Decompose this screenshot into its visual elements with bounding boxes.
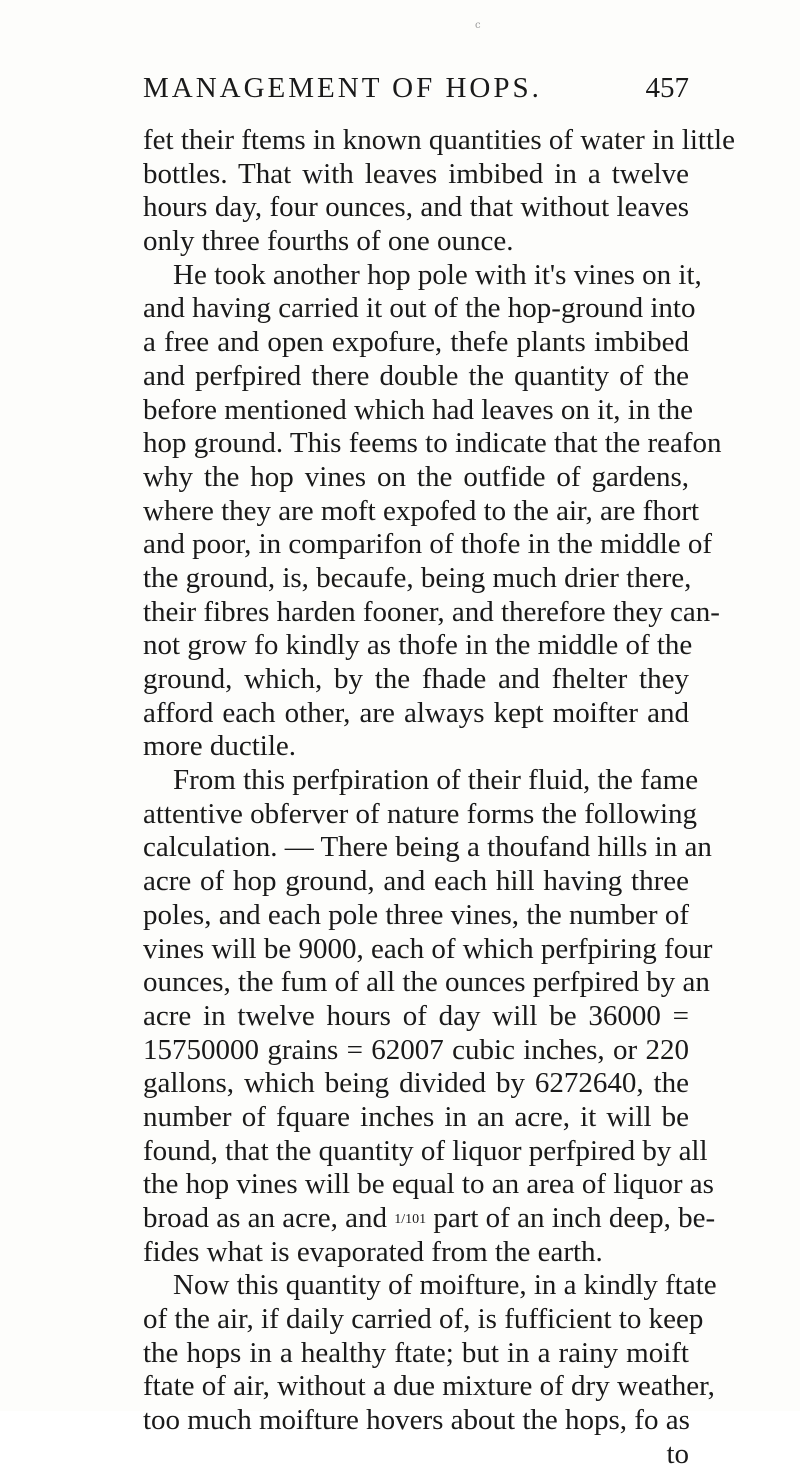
text-line: and poor, in comparifon of thofe in the middle of <box>143 528 713 561</box>
text-line: fides what is evaporated from the earth. <box>143 1235 603 1268</box>
text-line: ground, which, by the fhade and fhelter they <box>143 663 689 695</box>
text-line: 15750000 grains = 62007 cubic inches, or 220 <box>143 1033 689 1066</box>
text-line: a free and open expofure, thefe plants imbibed <box>143 326 689 359</box>
text-line: their fibres harden fooner, and therefore they can- <box>143 595 720 628</box>
text-line: poles, and each pole three vines, the number of <box>143 898 689 931</box>
text-line <box>143 1202 716 1236</box>
text-line: number of fquare inches in an acre, it will be <box>143 1100 689 1133</box>
text-line: acre in twelve hours of day will be 36000 = <box>143 999 689 1032</box>
text-line: and having carried it out of the hop-ground into <box>143 292 696 325</box>
text-line: before mentioned which had leaves on it, in the <box>143 393 694 426</box>
text-line: calculation. — There being a thoufand hills in an <box>143 831 712 864</box>
text-line: where they are moft expofed to the air, are fhort <box>143 494 700 527</box>
text-line: ftate of air, without a due mixture of dry weather, <box>143 1370 715 1403</box>
text-line: of the air, if daily carried of, is fufficient to keep <box>143 1303 704 1336</box>
margin-mark: c <box>475 20 481 31</box>
fraction: 1/101 <box>394 1212 427 1227</box>
text-line: the hop vines will be equal to an area of liquor as <box>143 1168 714 1201</box>
text-line: gallons, which being divided by 6272640, the <box>143 1067 689 1100</box>
text-line: the ground, is, becaufe, being much drier there, <box>143 561 692 594</box>
text-line: more ductile. <box>143 730 297 763</box>
text-line: found, that the quantity of liquor perfpired by all <box>143 1134 708 1167</box>
text-line: too much moifture hovers about the hops, fo as <box>143 1404 690 1437</box>
text-line: He took another hop pole with it's vines on it, <box>173 258 702 291</box>
running-title: MANAGEMENT OF HOPS. <box>143 72 542 104</box>
text-line: acre of hop ground, and each hill having three <box>143 865 689 898</box>
text-line: and perfpired there double the quantity of the <box>143 359 689 392</box>
text-line: vines will be 9000, each of which perfpiring four <box>143 932 713 965</box>
text-segment: broad as an acre, and <box>143 1202 387 1234</box>
text-segment: part of an inch deep, be- <box>433 1202 716 1234</box>
text-line: ounces, the fum of all the ounces perfpired by an <box>143 966 710 999</box>
text-line: the hops in a healthy ftate; but in a rainy moift <box>143 1336 689 1369</box>
text-line: afford each other, are always kept moifter and <box>143 696 689 729</box>
text-line: Now this quantity of moifture, in a kindly ftate <box>173 1269 717 1302</box>
body-text <box>143 124 735 1472</box>
text-line: only three fourths of one ounce. <box>143 225 514 258</box>
text-line: not grow fo kindly as thofe in the middle of the <box>143 629 693 662</box>
catchword: to <box>666 1437 689 1470</box>
page-header <box>143 72 689 116</box>
text-line: fet their ftems in known quantities of water in little <box>143 124 735 156</box>
text-line: hours day, four ounces, and that without leaves <box>143 191 689 224</box>
text-line: attentive obferver of nature forms the following <box>143 797 698 830</box>
page-number: 457 <box>645 72 689 104</box>
text-line: hop ground. This feems to indicate that the reafon <box>143 427 722 460</box>
text-line: why the hop vines on the outfide of gardens, <box>143 460 689 493</box>
text-line: bottles. That with leaves imbibed in a twelve <box>143 157 689 190</box>
text-line: From this perfpiration of their fluid, the fame <box>173 764 699 797</box>
